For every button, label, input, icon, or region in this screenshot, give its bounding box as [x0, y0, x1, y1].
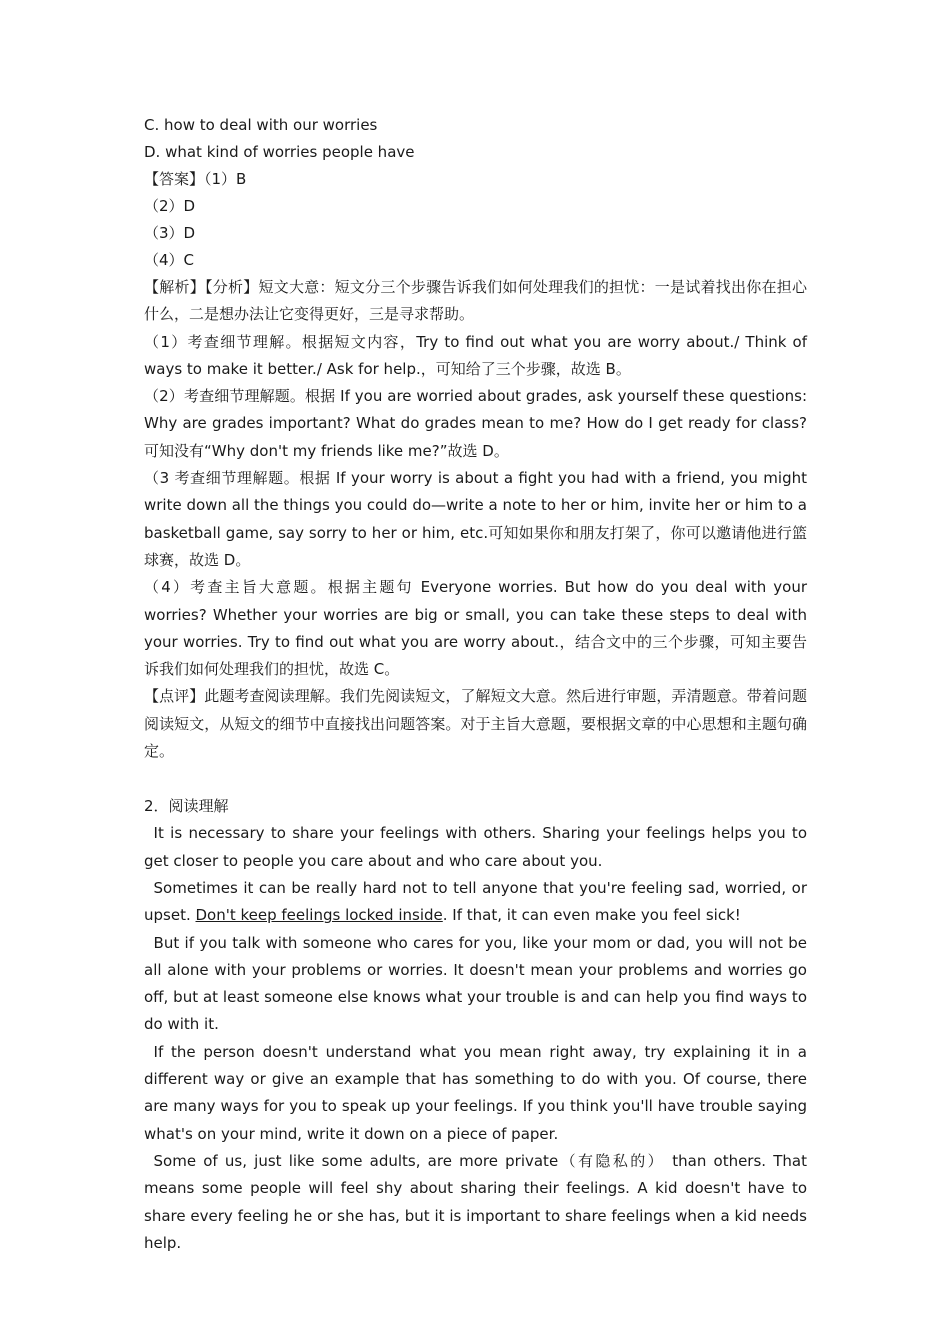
analysis-q3: （3 考查细节理解题。根据 If your worry is about a fight you had with a friend, you might write down all the things you could do—write a note to her or him, invite her or him to a basketball game, say sorry to her or him, etc.可知如果你和朋友打架了，你可以邀请他进行篮球赛，故选 D。 [144, 469, 807, 569]
p2-text-start: Sometimes it can be really hard not to tell anyone that you're feeling sad, worried, or upset. [144, 878, 807, 925]
passage-paragraph-1: It is necessary to share your feelings with others. Sharing your feelings helps you to get closer to people you care about and who care about you. [144, 824, 807, 870]
analysis-q2-text: （2）考查细节理解题。根据 If you are worried about grades, ask yourself these questions: Why are grades important? What do grades mean to me? [144, 387, 807, 433]
analysis-summary: 【解析】【分析】短文大意：短文分三个步骤告诉我们如何处理我们的担忧：一是试着找出你在担心什么，二是想办法让它变得更好，三是寻求帮助。 [144, 278, 807, 324]
underlined-sentence: Don't keep feelings locked inside [195, 906, 443, 925]
option-c: C. how to deal with our worries [144, 116, 378, 134]
passage-paragraph-5: Some of us, just like some adults, are more private（有隐私的） than others. That means some people will feel shy about sharing their feelings. A kid doesn't have to share every feeling he or she has, but it is important to share feelings when a kid needs help. [144, 1151, 807, 1252]
answer-q1: 【答案】（1）B [144, 170, 247, 188]
document-page [144, 112, 807, 1257]
analysis-q2 [144, 383, 807, 465]
analysis-q1: （1）考查细节理解。根据短文内容，Try to find out what you are worry about./ Think of ways to make it better./ Ask for help.，可知给了三个步骤，故选 B。 [144, 332, 807, 378]
option-d: D. what kind of worries people have [144, 143, 415, 161]
section-gap [144, 765, 807, 793]
answer-q3: （3）D [144, 224, 196, 242]
section2-heading: 2．阅读理解 [144, 797, 229, 816]
passage-paragraph-4: If the person doesn't understand what you mean right away, try explaining it in a different way or give an example that has something to do with you. Of course, there are many ways for you to speak up your feelings. If you think you'll have trouble saying what's on your mind, write it down on a piece of paper. [144, 1042, 807, 1143]
analysis-q2-question: How do I get ready for class? [586, 414, 807, 433]
answer-q2: （2）D [144, 197, 196, 215]
analysis-q4: （4）考查主旨大意题。根据主题句 Everyone worries. But how do you deal with your worries? Whether your worries are big or small, you can take these steps to deal with your worries. Try to find out what you are worry about.，结合文中的三个步骤，可知主要告诉我们如何处理我们的担忧，故选 C。 [144, 578, 807, 679]
analysis-comment: 【点评】此题考查阅读理解。我们先阅读短文，了解短文大意。然后进行审题，弄清题意。带着问题阅读短文，从短文的细节中直接找出问题答案。对于主旨大意题，要根据文章的中心思想和主题句确定。 [144, 687, 807, 761]
p2-text-end: . If that, it can even make you feel sick! [442, 906, 741, 925]
passage-paragraph-3: But if you talk with someone who cares for you, like your mom or dad, you will not be all alone with your problems or worries. It doesn't mean your problems and worries go off, but at least someone else knows what your trouble is and can help you find ways to do with it. [144, 933, 807, 1034]
passage-paragraph-2 [144, 875, 807, 930]
analysis-q2-conclusion: 可知没有“Why don't my friends like me?”故选 D。 [144, 441, 509, 460]
answer-q4: （4）C [144, 251, 195, 269]
